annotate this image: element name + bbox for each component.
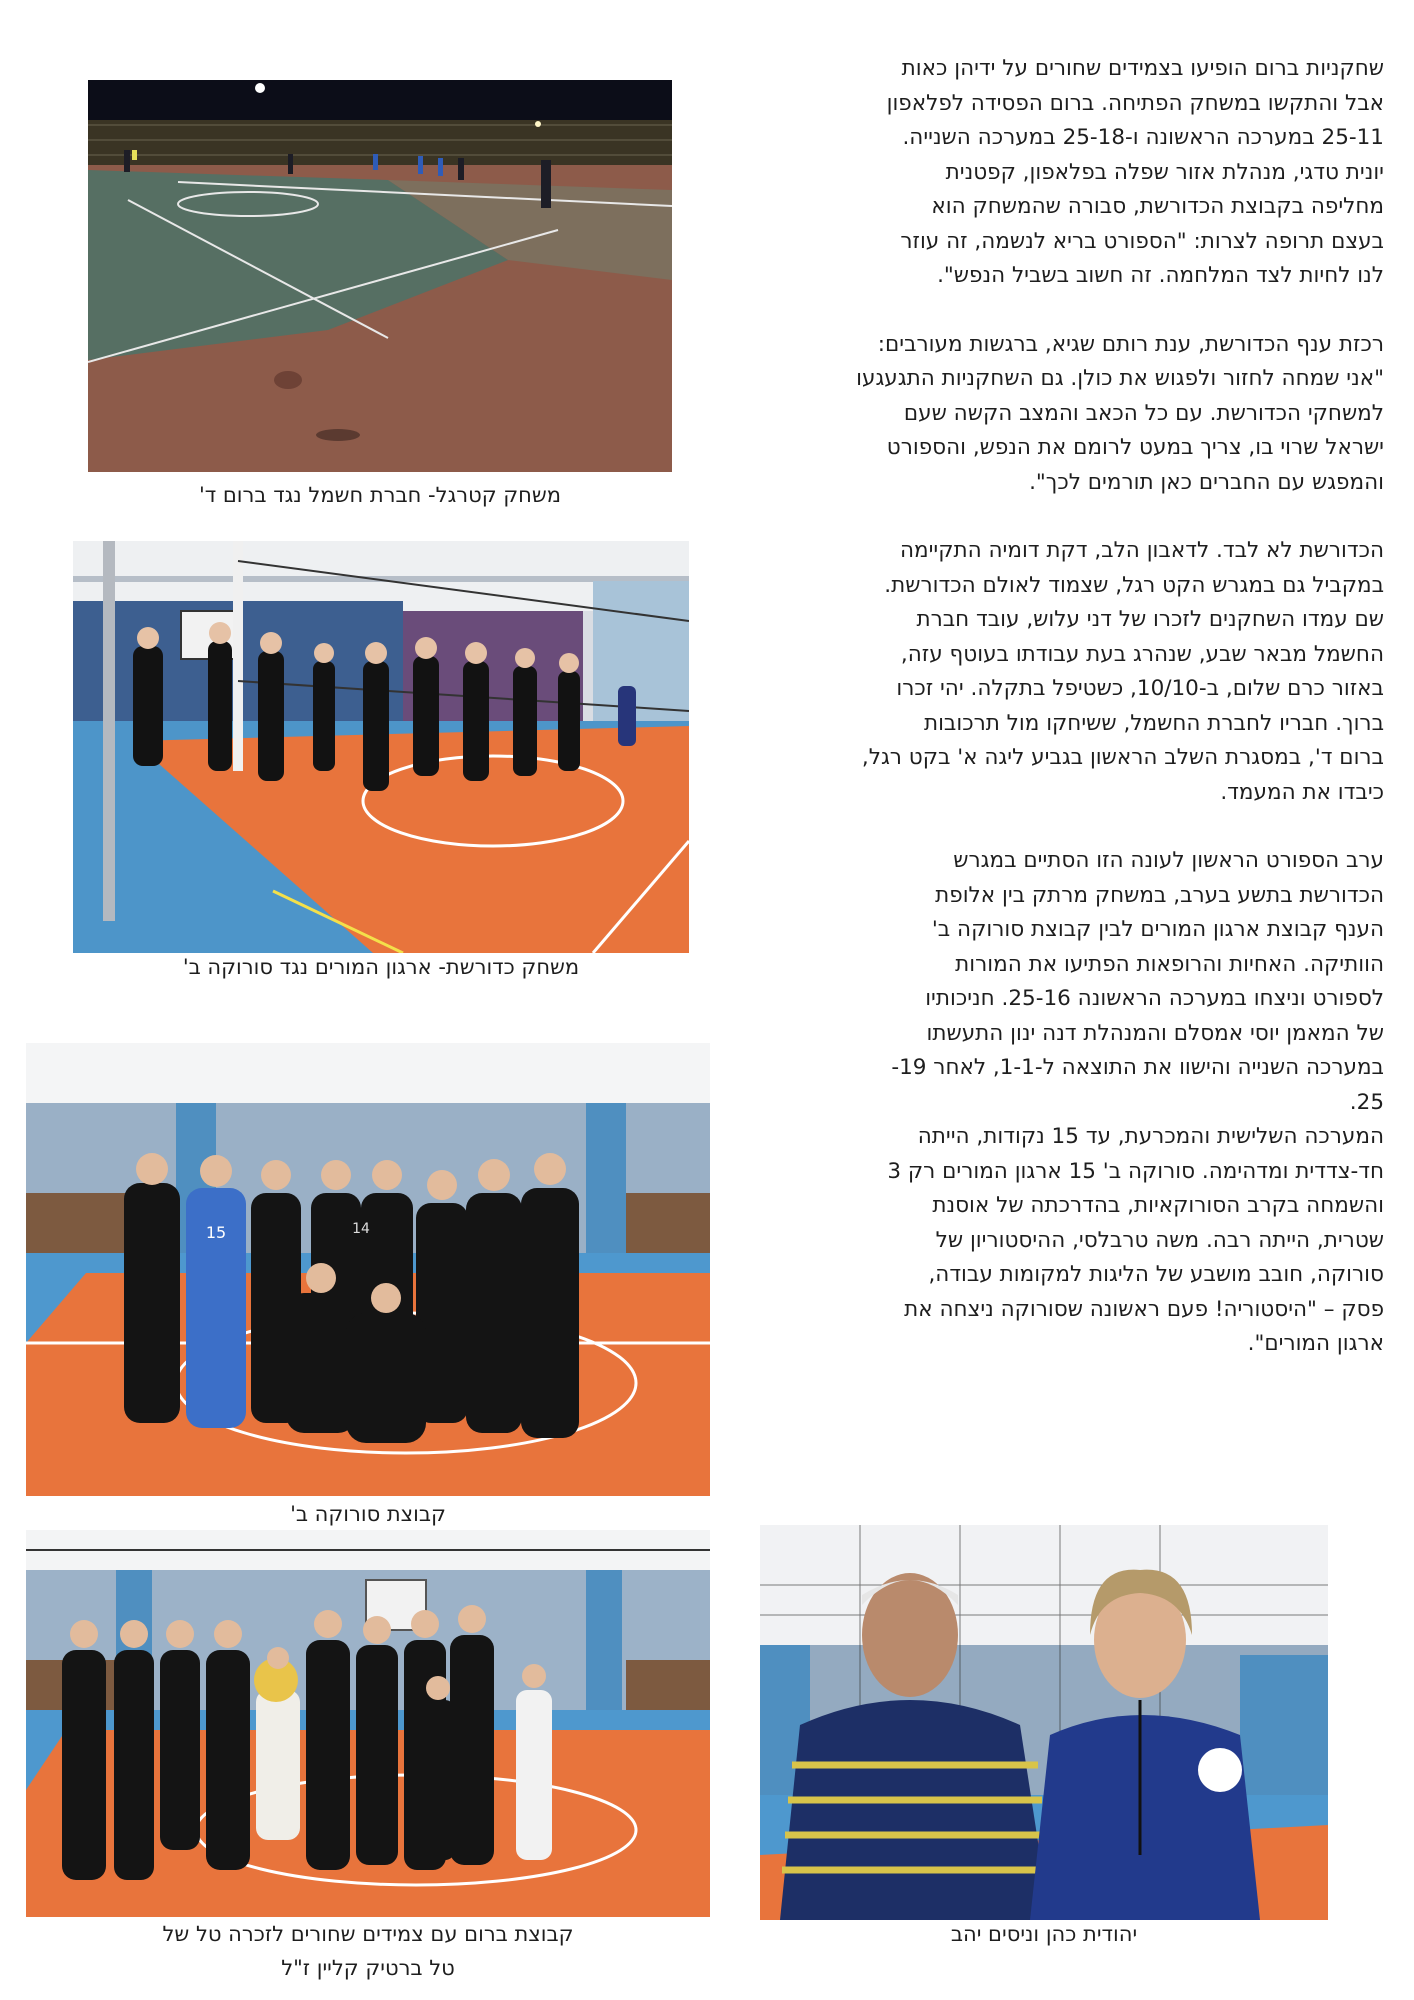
article-paragraph-3: הכדורשת לא לבד. לדאבון הלב, דקת דומיה התקיימה במקביל גם במגרש הקט רגל, שצמוד לאולם הכדורשת. שם עמדו השחקנים לזכרו של דני עלוש, עובד חברת החשמל מבאר שבע, שנהרג בעת עבודתו בעוטף עזה, באזור כרם שלום, ב-10/10, כשטיפל בתקלה. יהי זכרו ברוך. חבריו לחברת החשמל, ששיחקו מול תרכובות ברום ד', במסגרת השלב הראשון בגביע ליגה א' בקט רגל, כיבדו את המעמד. (861, 538, 1384, 805)
article-paragraph-1: שחקניות ברום הופיעו בצמידים שחורים על ידיהן כאות אבל והתקשו במשחק הפתיחה. ברום הפסידה לפלאפון 25-11 במערכה הראשונה ו-25-18 במערכה השנייה. יונית טדגי, מנהלת אזור שפלה בפלאפון, קפטנית מחליפה בקבוצת הכדורשת, סבורה שהמשחק הוא בעצם תרופה לצרות: "הספורט בריא לנשמה, זה עוזר לנו לחיות לצד המלחמה. זה חשוב בשביל הנפש". (886, 56, 1384, 288)
article-paragraph-2: רכזת ענף הכדורשת, ענת רותם שגיא, ברגשות מעורבים: "אני שמחה לחזור ולפגוש את כולן. גם השחקניות התגעגעו למשחקי הכדורשת. עם כל הכאב והמצב הקשה שעם ישראל שרוי בו, צריך במעט לרומם את הנפש, והספורט והמפגש עם החברים כאן תורמים לכך". (856, 331, 1384, 495)
caption-netball: משחק כדורשת- ארגון המורים נגד סורוקה ב' (182, 955, 580, 979)
caption-futsal: משחק קטרגל- חברת חשמל נגד ברום ד' (198, 483, 562, 507)
photo-brom-team (26, 1530, 710, 1917)
photo-futsal-match (88, 80, 672, 472)
photo-netball-match (73, 541, 689, 953)
article-paragraph-5: המערכה השלישית והמכרעת, עד 15 נקודות, הייתה חד-צדדית ומדהימה. סורוקה ב' 15 ארגון המורים רק 3 והשמחה בקרב הסורוקאיות, בהדרכתה של אוסנת שטרית, הייתה רבה. משה טרבלסי, ההיסטוריון של סורוקה, חובב מושבע של הליגות למקומות עבודה, פסק – "היסטוריה! פעם ראשונה שסורוקה ניצחה את ארגון המורים". (887, 1124, 1384, 1356)
photo-soroka-team (26, 1043, 710, 1496)
article-paragraph-4: ערב הספורט הראשון לעונה הזו הסתיים במגרש הכדורשת בתשע בערב, במשחק מרתק בין אלופת הענף קבוצת ארגון המורים לבין קבוצת סורוקה ב' הוותיקה. האחיות והרופאות הפתיעו את המורות לספורט וניצחו במערכה הראשונה 25-16. חניכותיו של המאמן יוסי אמסלם והמנהלת דנה ינון התעשתו במערכה השנייה והישוו את התוצאה ל-1-1, לאחר 19- 25. (891, 848, 1384, 1115)
jersey-number-blue: 15 (205, 1223, 227, 1242)
jersey-number-black: 14 (352, 1221, 370, 1237)
photo-cohen-yahav (760, 1525, 1328, 1920)
caption-soroka: קבוצת סורוקה ב' (290, 1502, 446, 1526)
caption-brom: קבוצת ברום עם צמידים שחורים לזכרה טל של טל ברטיק קליין ז"ל (162, 1922, 574, 1980)
article-text (770, 52, 1384, 1396)
caption-cohen-yahav: יהודית כהן וניסים יהב (950, 1922, 1138, 1946)
